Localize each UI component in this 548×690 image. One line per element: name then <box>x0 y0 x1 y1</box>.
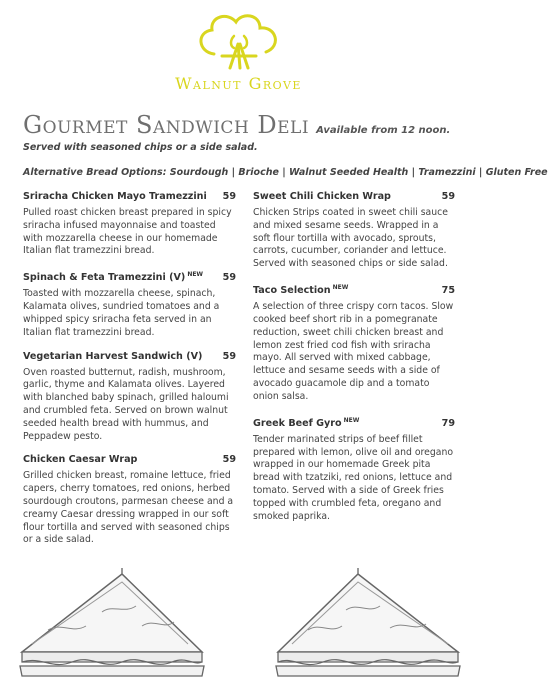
item-description: Tender marinated strips of beef fillet prepared with lemon, olive oil and oregano wrapped in our homemade Greek pita bread with tzatziki, red onions, lettuce and tomato. Served with a side of Greek fries topped with crumbled feta, oregano and smoked paprika. <box>253 433 454 522</box>
item-description: Pulled roast chicken breast prepared in spicy sriracha infused mayonnaise and toasted with mozzarella cheese in our homemade Italian flat tramezzini bread. <box>23 207 232 257</box>
availability-note: Available from 12 noon. <box>316 125 451 136</box>
item-price: 59 <box>222 350 236 362</box>
item-description: Toasted with mozzarella cheese, spinach, Kalamata olives, sundried tomatoes and a whipped spicy sriracha feta served in an Italian flat tramezzini bread. <box>23 288 220 338</box>
item-price: 59 <box>222 191 236 202</box>
sandwich-icon <box>268 560 468 684</box>
menu-column-right <box>253 190 455 533</box>
item-description: Grilled chicken breast, romaine lettuce, fried capers, cherry tomatoes, red onions, herbed sourdough croutons, parmesan cheese and a creamy Caesar dressing wrapped in our soft flour tortilla and served with seasoned chips or a side salad. <box>23 470 234 546</box>
chef-hat-icon <box>194 10 284 72</box>
menu-column-left <box>23 190 236 557</box>
item-price: 79 <box>441 417 455 429</box>
new-badge: NEW <box>343 416 360 424</box>
item-name: Vegetarian Harvest Sandwich (V) <box>23 350 203 362</box>
item-price: 59 <box>222 272 236 284</box>
served-with-note: Served with seasoned chips or a side salad. <box>23 142 258 153</box>
brand-logo <box>0 10 477 93</box>
item-name: Sweet Chili Chicken Wrap <box>253 191 391 202</box>
new-badge: NEW <box>332 283 349 291</box>
page-title: Gourmet Sandwich Deli <box>23 111 310 139</box>
sandwich-icon <box>12 560 212 684</box>
new-badge: NEW <box>187 271 204 279</box>
item-description: A selection of three crispy corn tacos. Slow cooked beef short rib in a pomegranate reduction, sweet chili chicken breast and lemon zest fried cod fish with sriracha mayo. All served with mixed cabbage, lettuce and sesame seeds with a side of avocado guacamole dip and a tomato onion salsa. <box>253 301 454 402</box>
menu-item <box>23 268 236 339</box>
item-description: Chicken Strips coated in sweet chili sauce and mixed sesame seeds. Wrapped in a soft flour tortilla with avocado, sprouts, carrots, cucumber, coriander and lettuce. Served with seasoned chips or side salad. <box>253 207 448 270</box>
item-name: Spinach & Feta Tramezzini (V) $^{NEW}$ <box>23 271 204 284</box>
item-name: Taco Selection $^{NEW}$ <box>253 283 349 297</box>
item-price: 59 <box>441 191 455 202</box>
menu-item <box>23 350 236 444</box>
item-price: 59 <box>222 454 236 466</box>
item-price: 75 <box>441 285 455 297</box>
menu-item <box>253 190 455 271</box>
sandwich-illustration <box>268 560 468 688</box>
menu-item <box>253 414 455 524</box>
item-description: Oven roasted butternut, radish, mushroom, garlic, thyme and Kalamata olives. Layered with blanched baby spinach, grilled haloumi and crumbled feta. Served on brown walnut seeded health bread with hummus, and Peppadew pesto. <box>23 366 229 442</box>
brand-name: Walnut Grove <box>175 74 302 93</box>
item-name: Greek Beef Gyro $^{NEW}$ <box>253 416 360 429</box>
menu-item <box>23 190 236 258</box>
item-name: Sriracha Chicken Mayo Tramezzini <box>23 191 207 202</box>
menu-header <box>23 111 450 139</box>
menu-item <box>23 453 236 547</box>
menu-item <box>253 281 455 404</box>
bread-options-note: Alternative Bread Options: Sourdough | Brioche | Walnut Seeded Health | Tramezzini | Gluten Free <box>23 167 548 178</box>
sandwich-illustration <box>12 560 212 688</box>
item-name: Chicken Caesar Wrap <box>23 454 138 466</box>
